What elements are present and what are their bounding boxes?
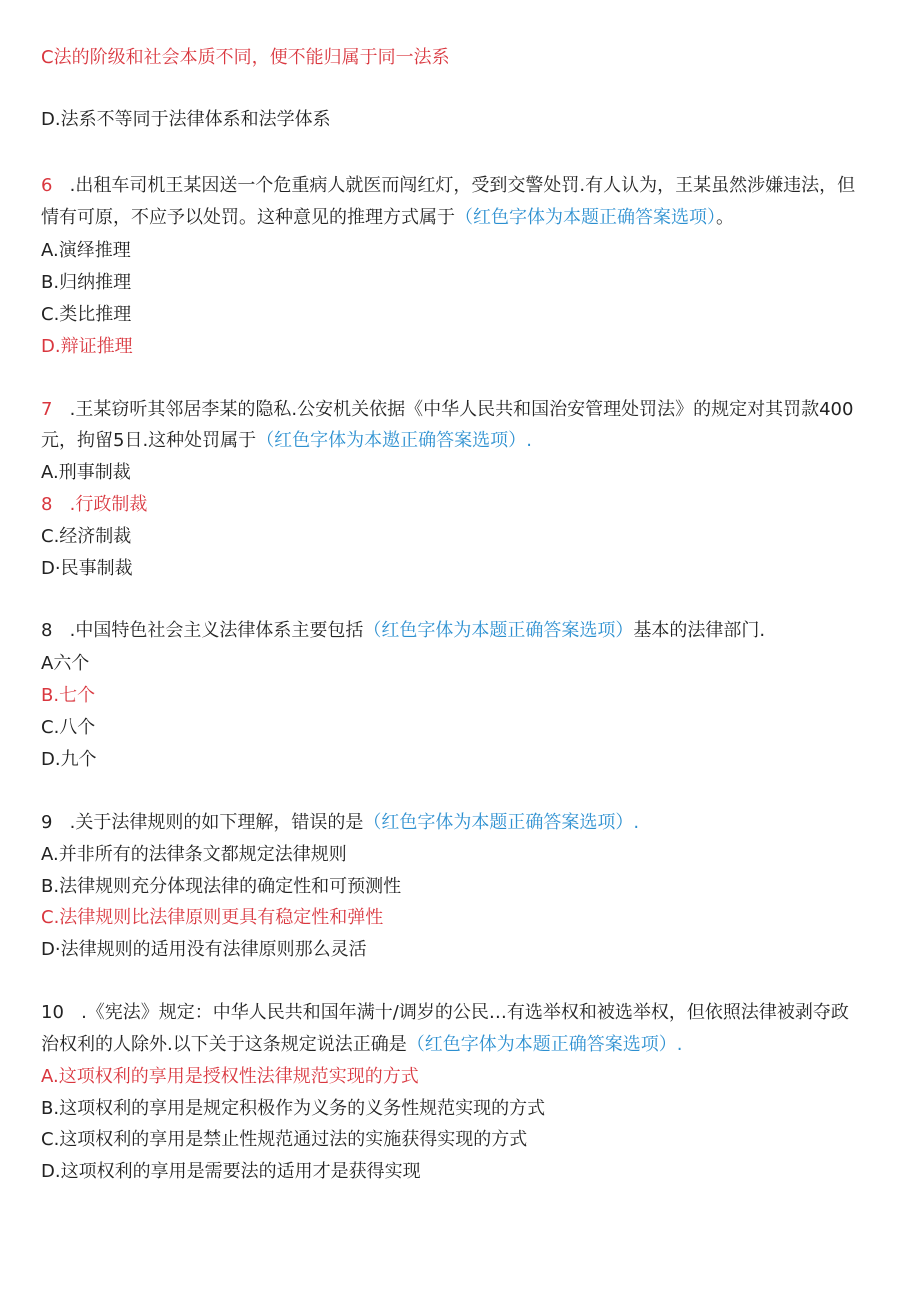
q6-option-c: C.类比推理 bbox=[41, 304, 132, 325]
q7-option-b-number: 8 bbox=[41, 494, 53, 515]
q10-stem-line1 bbox=[41, 1001, 849, 1025]
q9-option-b: B.法律规则充分体现法律的确定性和可预测性 bbox=[41, 876, 402, 897]
q9-option-a: A.并非所有的法律条文都规定法律规则 bbox=[41, 844, 347, 865]
q10-end: . bbox=[676, 1034, 683, 1055]
q7-stem-line2 bbox=[41, 429, 532, 453]
q7-stem-text: .王某窃听其邻居李某的隐私.公安机关依据《中华人民共和国治安管理处罚法》的规定对其罚款400 bbox=[69, 399, 854, 420]
q6-stem-text2: 情有可原，不应予以处罚。这种意见的推理方式属于 bbox=[41, 207, 455, 228]
q10-stem-text: .《宪法》规定：中华人民共和国年满十/调岁的公民…有选举权和被选举权，但依照法律被剥夺政 bbox=[81, 1002, 849, 1023]
q8-number: 8 bbox=[41, 620, 53, 641]
q8-option-a: A六个 bbox=[41, 653, 90, 674]
q10-option-d: D.这项权利的享用是需要法的适用才是获得实现 bbox=[41, 1161, 421, 1182]
q10-option-a-correct: A.这项权利的享用是授权性法律规范实现的方式 bbox=[41, 1066, 419, 1087]
q8-end: 基本的法律部门. bbox=[633, 620, 766, 641]
q7-option-c: C.经济制裁 bbox=[41, 526, 132, 547]
q10-option-b: B.这项权利的享用是规定积极作为义务的义务性规范实现的方式 bbox=[41, 1098, 546, 1119]
q8-option-c: C.八个 bbox=[41, 717, 96, 738]
q8-hint: （红色字体为本题正确答案选项） bbox=[363, 620, 634, 641]
q6-stem-line2 bbox=[41, 206, 734, 230]
q7-stem-line1 bbox=[41, 398, 853, 422]
q6-stem-text: .出租车司机王某因送一个危重病人就医而闯红灯，受到交警处罚.有人认为，王某虽然涉嫌违法，但 bbox=[69, 175, 856, 196]
q8-stem-text: .中国特色社会主义法律体系主要包括 bbox=[69, 620, 364, 641]
q7-option-b-correct bbox=[41, 493, 147, 517]
q10-hint: （红色字体为本题正确答案选项） bbox=[406, 1034, 677, 1055]
prev-option-d: D.法系不等同于法律体系和法学体系 bbox=[41, 109, 331, 130]
q8-option-d: D.九个 bbox=[41, 749, 97, 770]
q8-stem bbox=[41, 619, 765, 643]
q10-number: 10 bbox=[41, 1002, 64, 1023]
q9-number: 9 bbox=[41, 812, 53, 833]
prev-option-c: C法的阶级和社会本质不同，便不能归属于同一法系 bbox=[41, 47, 450, 68]
q9-hint: （红色字体为本题正确答案选项） bbox=[363, 812, 634, 833]
q8-option-b-correct: B.七个 bbox=[41, 685, 96, 706]
q9-stem-text: .关于法律规则的如下理解，错误的是 bbox=[69, 812, 364, 833]
q6-end: 。 bbox=[716, 207, 734, 228]
q6-option-a: A.演绎推理 bbox=[41, 240, 131, 261]
q7-stem-text2: 元，拘留5日.这种处罚属于 bbox=[41, 430, 257, 451]
q9-end: . bbox=[633, 812, 640, 833]
q7-option-a: A.刑事制裁 bbox=[41, 462, 131, 483]
q7-option-d: D·民事制裁 bbox=[41, 558, 133, 579]
q6-hint: （红色字体为本题正确答案选项） bbox=[455, 207, 716, 228]
q9-stem bbox=[41, 811, 639, 835]
q6-stem-line1 bbox=[41, 174, 855, 198]
q10-option-c: C.这项权利的享用是禁止性规范通过法的实施获得实现的方式 bbox=[41, 1129, 528, 1150]
q6-option-b: B.归纳推理 bbox=[41, 272, 132, 293]
q7-hint: （红色字体为本遨正确答案选项） bbox=[256, 430, 527, 451]
q9-option-d: D·法律规则的适用没有法律原则那么灵活 bbox=[41, 939, 367, 960]
q7-number: 7 bbox=[41, 399, 53, 420]
q6-option-d-correct: D.辩证推理 bbox=[41, 336, 133, 357]
q10-stem-line2 bbox=[41, 1033, 682, 1057]
q7-end: . bbox=[526, 430, 532, 451]
q7-option-b-text: .行政制裁 bbox=[69, 494, 148, 515]
q9-option-c-correct: C.法律规则比法律原则更具有稳定性和弹性 bbox=[41, 907, 384, 928]
q6-number: 6 bbox=[41, 175, 53, 196]
q10-stem-text2: 治权利的人除外.以下关于这条规定说法正确是 bbox=[41, 1034, 407, 1055]
